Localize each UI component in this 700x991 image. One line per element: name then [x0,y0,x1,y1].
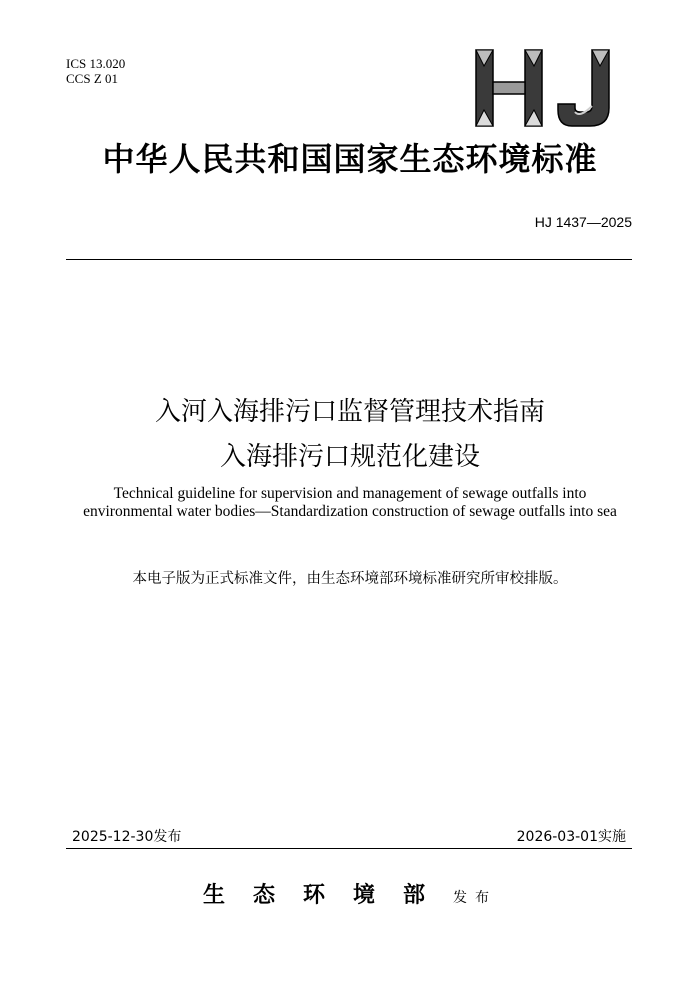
publisher-name: 生态环境部 [202,882,453,908]
english-title: Technical guideline for supervision and management of sewage outfalls into environmental water bodies—Standardization construction of sewage outfalls into sea [83,485,617,520]
classification-codes [66,56,125,86]
publisher-suffix: 发布 [453,890,497,906]
hj-logo-letter-j [558,50,609,126]
hj-logo-letter-h [476,50,542,126]
document-title [0,390,700,480]
effective-date: 2026-03-01实施 [516,829,626,845]
hj-logo-text: HJ [472,46,474,47]
document-title-line-2: 入海排污口规范化建设 [219,442,480,472]
ccs-code: CCS Z 01 [66,71,119,86]
electronic-edition-notice: 本电子版为正式标准文件，由生态环境部环境标准研究所审校排版。 [132,571,568,587]
bottom-divider [66,848,632,849]
standard-number: HJ 1437—2025 [534,214,632,230]
government-standard-title: 中华人民共和国国家生态环境标准 [102,140,598,178]
publisher [0,878,700,909]
top-divider [66,259,632,260]
document-title-line-1: 入河入海排污口监督管理技术指南 [154,397,545,427]
issue-date: 2025-12-30发布 [72,829,182,845]
ics-code: ICS 13.020 [66,56,126,71]
hj-logo [472,46,622,130]
